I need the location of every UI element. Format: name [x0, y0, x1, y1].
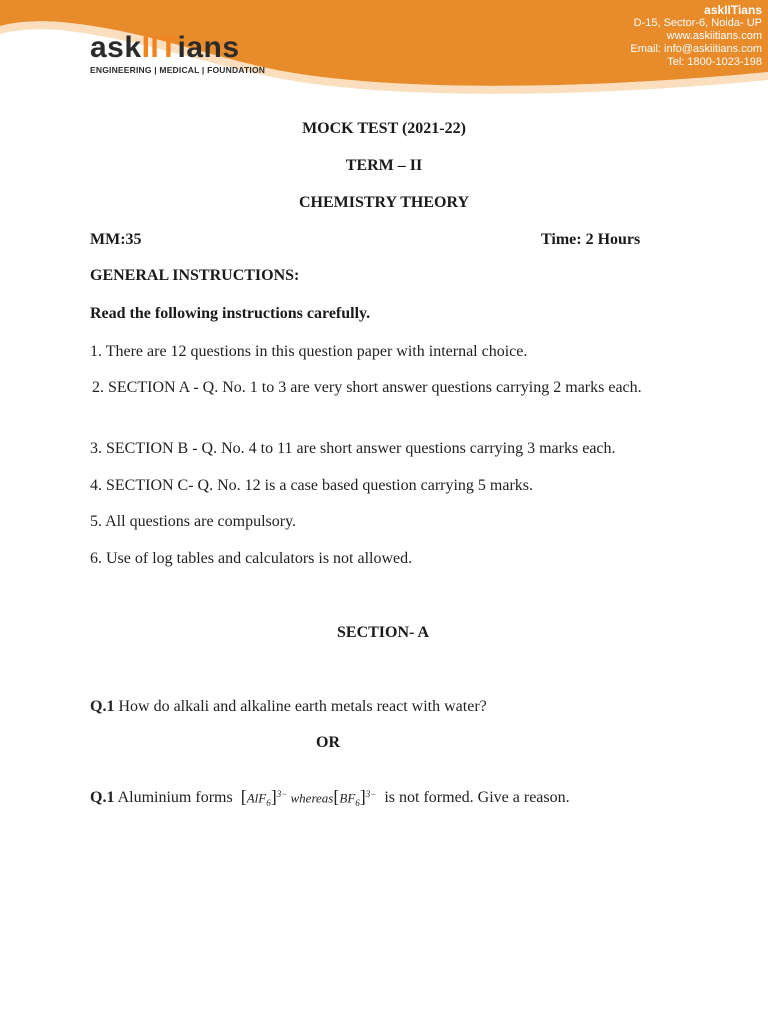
formula-bf6: BF: [339, 790, 356, 806]
formula-alf6: AlF: [246, 790, 267, 806]
formula-connector: whereas: [290, 790, 334, 806]
or-separator: OR: [316, 734, 340, 751]
paper-title: MOCK TEST (2021-22): [302, 120, 466, 137]
question-label: Q.1: [90, 789, 115, 807]
general-instructions-heading: GENERAL INSTRUCTIONS:: [90, 267, 300, 284]
section-a-heading: SECTION- A: [337, 624, 430, 641]
max-marks: MM:35: [90, 231, 142, 248]
paper-subject: CHEMISTRY THEORY: [298, 194, 469, 211]
instruction-item: 1. There are 12 questions in this question paper with internal choice.: [90, 343, 528, 360]
contact-email[interactable]: Email: info@askiitians.com: [630, 43, 762, 55]
formula-alf6-whereas-bf6: $[AlF_6]^{3-}$ $whereas[BF_6]^{3-}$: [240, 786, 377, 808]
read-note: Read the following instructions carefully.: [90, 305, 371, 322]
time-allowed: Time: 2 Hours: [541, 231, 641, 248]
instruction-item: 4. SECTION C- Q. No. 12 is a case based question carrying 5 marks.: [90, 477, 534, 494]
contact-tel: Tel: 1800-1023-198: [667, 56, 762, 68]
logo-iit: IIT: [141, 31, 178, 64]
logo-ask: ask: [90, 31, 142, 64]
instruction-item: 3. SECTION B - Q. No. 4 to 11 are short answer questions carrying 3 marks each.: [90, 440, 616, 457]
logo-wordmark: [90, 33, 265, 63]
contact-brand: askIITians: [704, 3, 762, 17]
contact-address: D-15, Sector-6, Noida- UP: [633, 17, 762, 29]
question-1: [90, 695, 487, 719]
paper-term: TERM – II: [345, 157, 423, 174]
question-1-alternate: [90, 782, 570, 815]
askiitians-logo: [90, 33, 265, 75]
question-text-before: Aluminium forms: [117, 789, 233, 807]
logo-ians: ians: [177, 31, 240, 64]
formula-bf6-subscript: 6: [355, 797, 360, 808]
formula-alf6-subscript: 6: [266, 797, 271, 808]
question-label: Q.1: [90, 698, 115, 715]
instruction-item: 5. All questions are compulsory.: [90, 513, 297, 530]
formula-alf6-charge: 3−: [276, 789, 288, 799]
logo-tagline: ENGINEERING | MEDICAL | FOUNDATION: [90, 65, 266, 75]
contact-website[interactable]: www.askiitians.com: [666, 30, 762, 42]
header-banner: [0, 0, 768, 100]
instruction-item: 2. SECTION A - Q. No. 1 to 3 are very short answer questions carrying 2 marks each.: [92, 379, 642, 396]
question-text: How do alkali and alkaline earth metals react with water?: [118, 698, 487, 715]
contact-block: [582, 4, 762, 69]
question-text-after: is not formed. Give a reason.: [384, 789, 570, 807]
instruction-item: 6. Use of log tables and calculators is not allowed.: [90, 550, 413, 567]
formula-bf6-charge: 3−: [365, 789, 377, 799]
